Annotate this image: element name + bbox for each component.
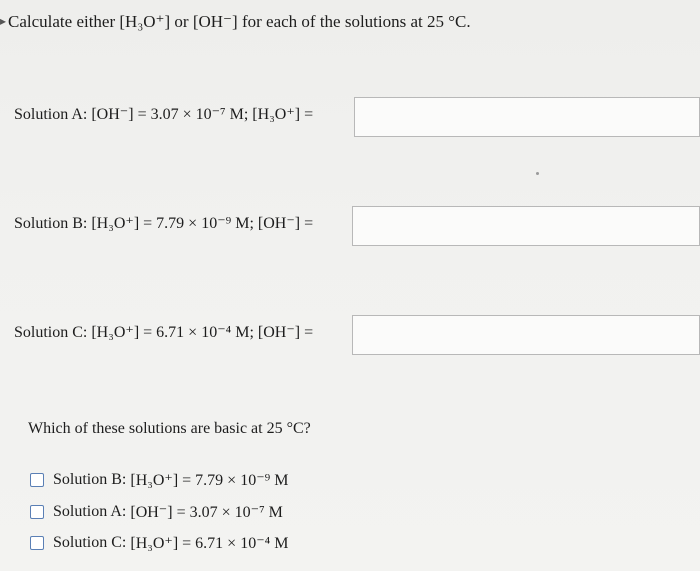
h3o-formula: [H₃O⁺] bbox=[119, 12, 171, 31]
solution-b-answer-input[interactable] bbox=[352, 206, 700, 246]
solution-c-answer-input[interactable] bbox=[352, 315, 700, 355]
option-c-formula: [H₃O⁺] = 6.71 × 10⁻⁴ M bbox=[130, 535, 289, 552]
option-solution-b[interactable]: Solution B: [H₃O⁺] = 7.79 × 10⁻⁹ M bbox=[30, 470, 288, 490]
option-b-formula: [H₃O⁺] = 7.79 × 10⁻⁹ M bbox=[130, 472, 289, 489]
checkbox-solution-b[interactable] bbox=[30, 473, 44, 487]
checkbox-solution-a[interactable] bbox=[30, 505, 44, 519]
solution-a-label: Solution A: [OH⁻] = 3.07 × 10⁻⁷ M; [H₃O⁺] = bbox=[14, 106, 314, 123]
option-a-formula: [OH⁻] = 3.07 × 10⁻⁷ M bbox=[130, 504, 283, 521]
solution-a-answer-input[interactable] bbox=[354, 97, 700, 137]
question-title: Calculate either [H₃O⁺] or [OH⁻] for each of the solutions at 25 °C. bbox=[8, 12, 471, 31]
solution-c-label: Solution C: [H₃O⁺] = 6.71 × 10⁻⁴ M; [OH⁻] = bbox=[14, 324, 314, 341]
stray-dot bbox=[536, 172, 539, 175]
checkbox-solution-c[interactable] bbox=[30, 536, 44, 550]
oh-formula: [OH⁻] bbox=[192, 12, 238, 31]
option-solution-c[interactable]: Solution C: [H₃O⁺] = 6.71 × 10⁻⁴ M bbox=[30, 533, 288, 553]
option-solution-a[interactable]: Solution A: [OH⁻] = 3.07 × 10⁻⁷ M bbox=[30, 502, 283, 522]
basic-question: Which of these solutions are basic at 25 °C? bbox=[28, 420, 311, 437]
bullet-icon: ▸ bbox=[0, 14, 7, 28]
solution-b-label: Solution B: [H₃O⁺] = 7.79 × 10⁻⁹ M; [OH⁻] = bbox=[14, 215, 314, 232]
